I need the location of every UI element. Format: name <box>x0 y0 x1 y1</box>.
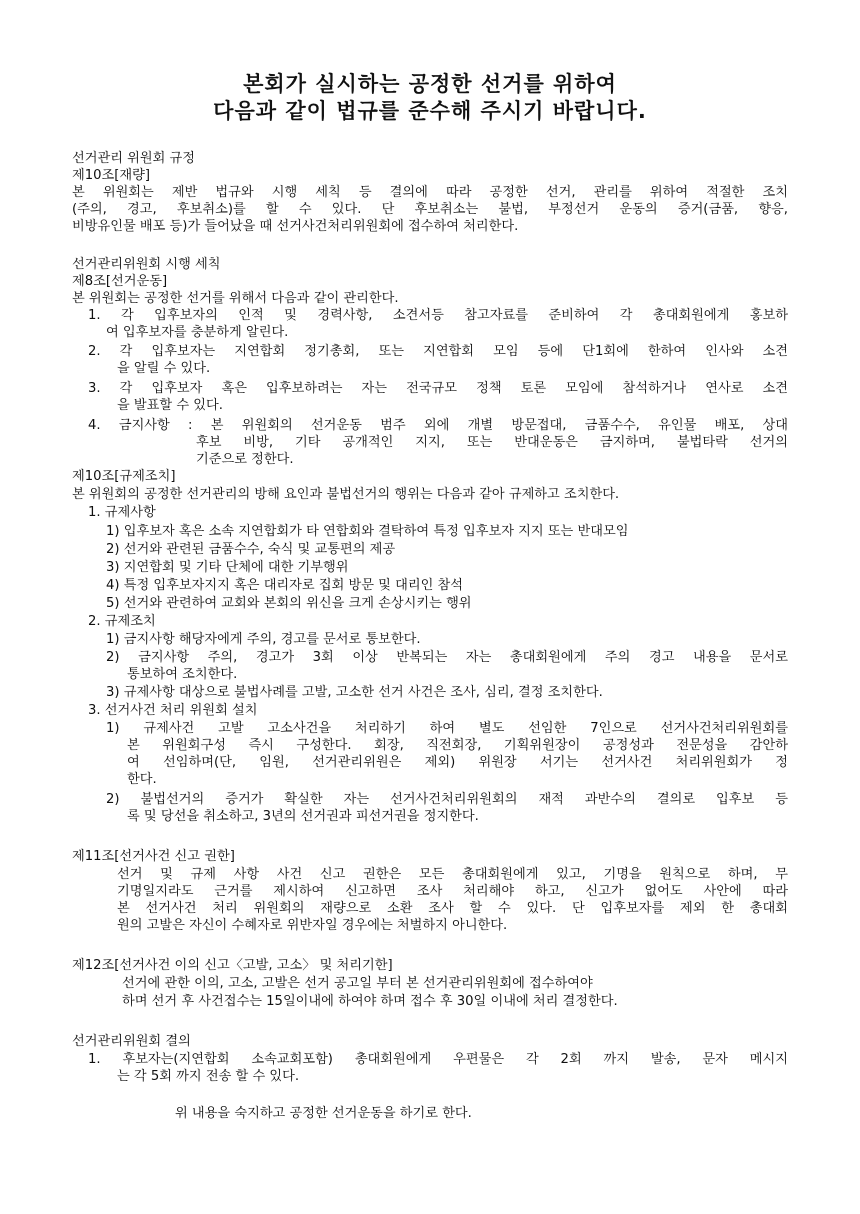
list-item: 2) 선거와 관련된 금품수수, 숙식 및 교통편의 제공 <box>106 542 396 557</box>
list-item: 2) 불법선거의 증거가 확실한 자는 선거사건처리위원회의 재적 과반수의 결의로 입후보 등 <box>106 792 788 807</box>
section-heading: 선거관리위원회 결의 <box>72 1034 191 1049</box>
list-item: 2) 금지사항 주의, 경고가 3회 이상 반복되는 자는 총대회원에게 주의 경고 내용을 문서로 <box>106 650 788 665</box>
list-item-continued: 여 입후보자를 충분하게 알린다. <box>106 325 289 340</box>
article-heading: 제10조[재량] <box>72 168 151 183</box>
list-item: 4. 금지사항 : 본 위원회의 선거운동 범주 외에 개별 방문접대, 금품수수, 유인물 배포, 상대 <box>88 418 788 433</box>
paragraph-line: 본 선거사건 처리 위원회의 재량으로 소환 조사 할 수 있다. 단 입후보자를 제외 한 총대회 <box>117 901 788 916</box>
list-item: 3. 각 입후보자 혹은 입후보하려는 자는 전국규모 정책 토론 모임에 참석하거나 연사로 소견 <box>88 381 788 396</box>
list-item: 3) 규제사항 대상으로 불법사례를 고발, 고소한 선거 사건은 조사, 심리, 결정 조치한다. <box>106 685 603 700</box>
list-item-continued: 한다. <box>127 772 157 787</box>
paragraph-line: 선거에 관한 이의, 고소, 고발은 선거 공고일 부터 본 선거관리위원회에 접수하여야 <box>122 976 593 991</box>
paragraph-line: 본 위원회의 공정한 선거관리의 방해 요인과 불법선거의 행위는 다음과 같아 규제하고 조치한다. <box>72 487 620 502</box>
list-item: 2. 각 입후보자는 지연합회 정기총회, 또는 지연합회 모임 등에 단1회에 한하여 인사와 소견 <box>88 344 788 359</box>
list-item: 1. 후보자는(지연합회 소속교회포함) 총대회원에게 우편물은 각 2회 까지 발송, 문자 메시지 <box>88 1052 788 1067</box>
list-item: 1) 입후보자 혹은 소속 지연합회가 타 연합회와 결탁하여 특정 입후보자 지지 또는 반대모임 <box>106 524 629 539</box>
paragraph-line: 본 위원회는 제반 법규와 시행 세칙 등 결의에 따라 공정한 선거, 관리를 위하여 적절한 조치 <box>72 185 788 200</box>
subsection-heading: 2. 규제조치 <box>88 614 156 629</box>
list-item-continued: 후보 비방, 기타 공개적인 지지, 또는 반대운동은 금지하며, 불법타락 선거의 <box>196 435 788 450</box>
list-item-continued: 기준으로 정한다. <box>196 452 294 467</box>
list-item: 5) 선거와 관련하여 교회와 본회의 위신을 크게 손상시키는 행위 <box>106 596 472 611</box>
paragraph-line: 원의 고발은 자신이 수혜자로 위반자일 경우에는 처벌하지 아니한다. <box>117 918 508 933</box>
article-heading: 제8조[선거운동] <box>72 274 168 289</box>
article-heading: 제11조[선거사건 신고 권한] <box>72 849 235 864</box>
paragraph-line: 선거 및 규제 사항 사건 신고 권한은 모든 총대회원에게 있고, 기명을 원칙으로 하며, 무 <box>117 867 788 882</box>
list-item-continued: 을 알릴 수 있다. <box>117 361 211 376</box>
paragraph-line: (주의, 경고, 후보취소)를 할 수 있다. 단 후보취소는 불법, 부정선거 운동의 증거(금품, 향응, <box>72 202 788 217</box>
list-item-continued: 을 발표할 수 있다. <box>117 398 223 413</box>
paragraph-line: 기명일지라도 근거를 제시하여 신고하면 조사 처리해야 하고, 신고가 없어도 사안에 따라 <box>117 884 788 899</box>
list-item: 1. 각 입후보자의 인적 및 경력사항, 소견서등 참고자료를 준비하여 각 총대회원에게 홍보하 <box>88 308 788 323</box>
list-item: 1) 규제사건 고발 고소사건을 처리하기 하여 별도 선임한 7인으로 선거사건처리위원회를 <box>106 721 788 736</box>
section-heading: 선거관리위원회 시행 세칙 <box>72 257 221 272</box>
subsection-heading: 3. 선거사건 처리 위원회 설치 <box>88 703 258 718</box>
list-item-continued: 는 각 5회 까지 전송 할 수 있다. <box>117 1069 300 1084</box>
list-item-continued: 여 선임하며(단, 임원, 선거관리위원은 제외) 위원장 서기는 선거사건 처리위원회가 정 <box>127 755 788 770</box>
paragraph-line: 비방유인물 배포 등)가 들어났을 때 선거사건처리위원회에 접수하여 처리한다. <box>72 219 519 234</box>
document-title-line2: 다음과 같이 법규를 준수해 주시기 바랍니다. <box>213 99 647 123</box>
list-item: 4) 특정 입후보자지지 혹은 대리자로 집회 방문 및 대리인 참석 <box>106 578 463 593</box>
list-item: 1) 금지사항 해당자에게 주의, 경고를 문서로 통보한다. <box>106 632 421 647</box>
article-heading: 제12조[선거사건 이의 신고〈고발, 고소〉 및 처리기한] <box>72 958 393 973</box>
section-heading: 선거관리 위원회 규정 <box>72 151 196 166</box>
list-item: 3) 지연합회 및 기타 단체에 대한 기부행위 <box>106 560 349 575</box>
list-item-continued: 통보하여 조치한다. <box>127 667 238 682</box>
list-item-continued: 본 위원회구성 즉시 구성한다. 회장, 직전회장, 기획위원장이 공정성과 전문성을 감안하 <box>127 738 788 753</box>
document-title-line1: 본회가 실시하는 공정한 선거를 위하여 <box>243 72 617 96</box>
paragraph-line: 본 위원회는 공정한 선거를 위해서 다음과 같이 관리한다. <box>72 291 399 306</box>
paragraph-line: 하며 선거 후 사건접수는 15일이내에 하여야 하며 접수 후 30일 이내에 처리 결정한다. <box>122 994 618 1009</box>
list-item-continued: 록 및 당선을 취소하고, 3년의 선거권과 피선거권을 정지한다. <box>127 809 479 824</box>
subsection-heading: 1. 규제사항 <box>88 505 156 520</box>
closing-statement: 위 내용을 숙지하고 공정한 선거운동을 하기로 한다. <box>175 1106 472 1121</box>
article-heading: 제10조[규제조치] <box>72 469 176 484</box>
